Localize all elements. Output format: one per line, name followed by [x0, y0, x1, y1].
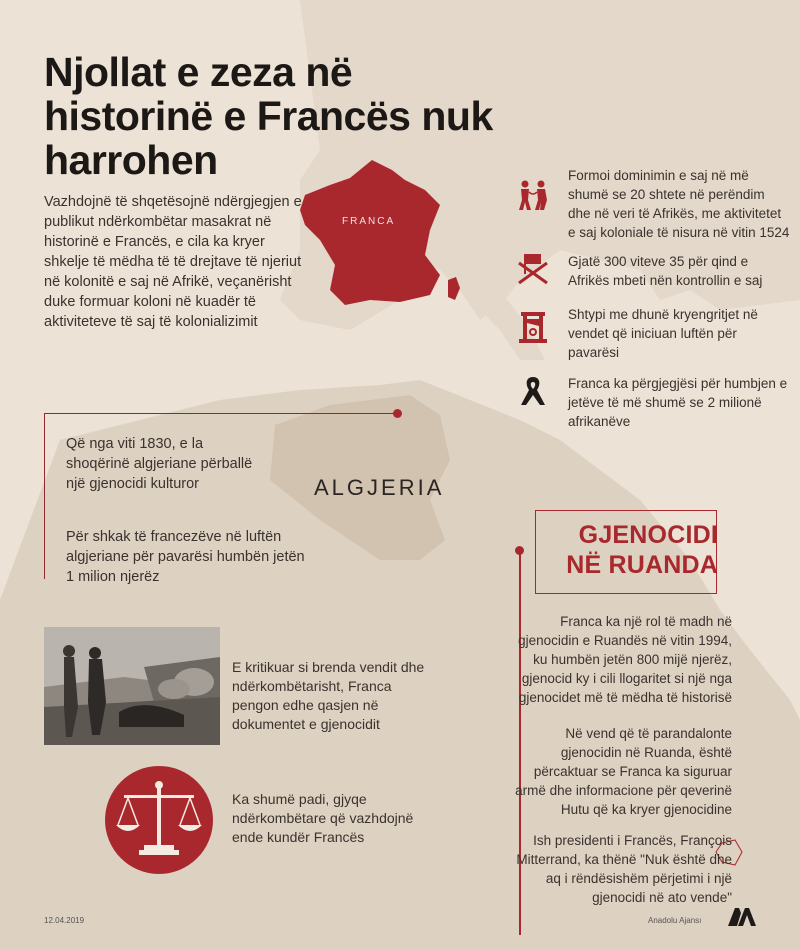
rwanda-text-weapons: Në vend që të parandalonte gjenocidin në Ruanda, është përcaktuar se Franca ka siguruar armë dhe informacione për qeverinë Hutu që ka kryer gjenocidine	[515, 726, 732, 817]
rwanda-title-line1: GJENOCIDI	[578, 521, 718, 549]
rwanda-text-role: Franca ka një rol të madh në gjenocidin e Ruandës në vitin 1994, ku humbën jetën 800 mijë njerëz, gjenocid ky i cili llogaritet si një nga gjenocidet më të mëdha të historisë	[518, 614, 732, 705]
rwanda-pointer-dot	[515, 546, 524, 555]
intro-text: Vazhdojnë të shqetësojnë ndërgjegjen e publikut ndërkombëtar masakrat në historinë e Francës, e cila ka kryer shkelje të mëdha të të drejtave të njeriut në kolonitë e saj në Afrikë, veçanërisht duke formuar koloni në kuadër të aktiviteteve të saj të kolonializimit	[44, 194, 302, 330]
algeria-label: ALGJERIA	[314, 475, 445, 500]
france-label: FRANCA	[342, 216, 396, 227]
fact-control: Gjatë 300 viteve 35 për qind e Afrikës mbeti nën kontrollin e saj	[568, 254, 763, 288]
photo-caption: E kritikuar si brenda vendit dhe ndërkombëtarisht, Franca pengon edhe qasjen në dokumentet e gjenocidit	[232, 659, 425, 732]
page-title: Njollat e zeza në historinë e Francës nuk harrohen	[44, 49, 493, 183]
algeria-pointer-dot	[393, 409, 402, 418]
algeria-text-cultural: Që nga viti 1830, e la shoqërinë algjeriane përballë një gjenocidi kulturor	[66, 436, 253, 492]
fact-lives-lost: Franca ka përgjegjësi për humbjen e jetëve të më shumë se 2 milionë afrikanëve	[568, 376, 788, 429]
fact-suppression: Shtypi me dhunë kryengritjet në vendet që iniciuan luftën për pavarësi	[568, 307, 758, 360]
justice-scale-icon	[104, 765, 214, 875]
mourning-ribbon-icon	[516, 374, 550, 408]
historical-photo	[44, 627, 220, 745]
fact-domination: Formoi dominimin e saj në më shumë se 20 shtete në perëndim dhe në veri të Afrikës, me aktivitetet e saj koloniale të nisura në vitin 1524	[568, 168, 790, 240]
rwanda-title-line2: NË RUANDA	[566, 551, 718, 579]
rwanda-title	[548, 520, 718, 580]
agency-name: Anadolu Ajansı	[648, 916, 702, 925]
rwanda-text-mitterrand: Ish presidenti i Francës, François Mitterrand, ka thënë "Nuk është dhe aq i rëndësishëm përjetimi i një gjenocidi në ato vende"	[516, 833, 732, 905]
algeria-text-war: Për shkak të francezëve në luftën algjeriane për pavarësi humbën jetën 1 milion njerëz	[66, 529, 305, 585]
scale-caption: Ka shumë padi, gjyqe ndërkombëtare që vazhdojnë ende kundër Francës	[232, 791, 414, 845]
crossed-rifles-flag-icon	[516, 252, 550, 286]
slavery-chains-icon	[516, 178, 550, 212]
publish-date: 12.04.2019	[44, 916, 85, 925]
agency-logo-icon	[728, 906, 756, 926]
guillotine-icon	[516, 310, 550, 344]
